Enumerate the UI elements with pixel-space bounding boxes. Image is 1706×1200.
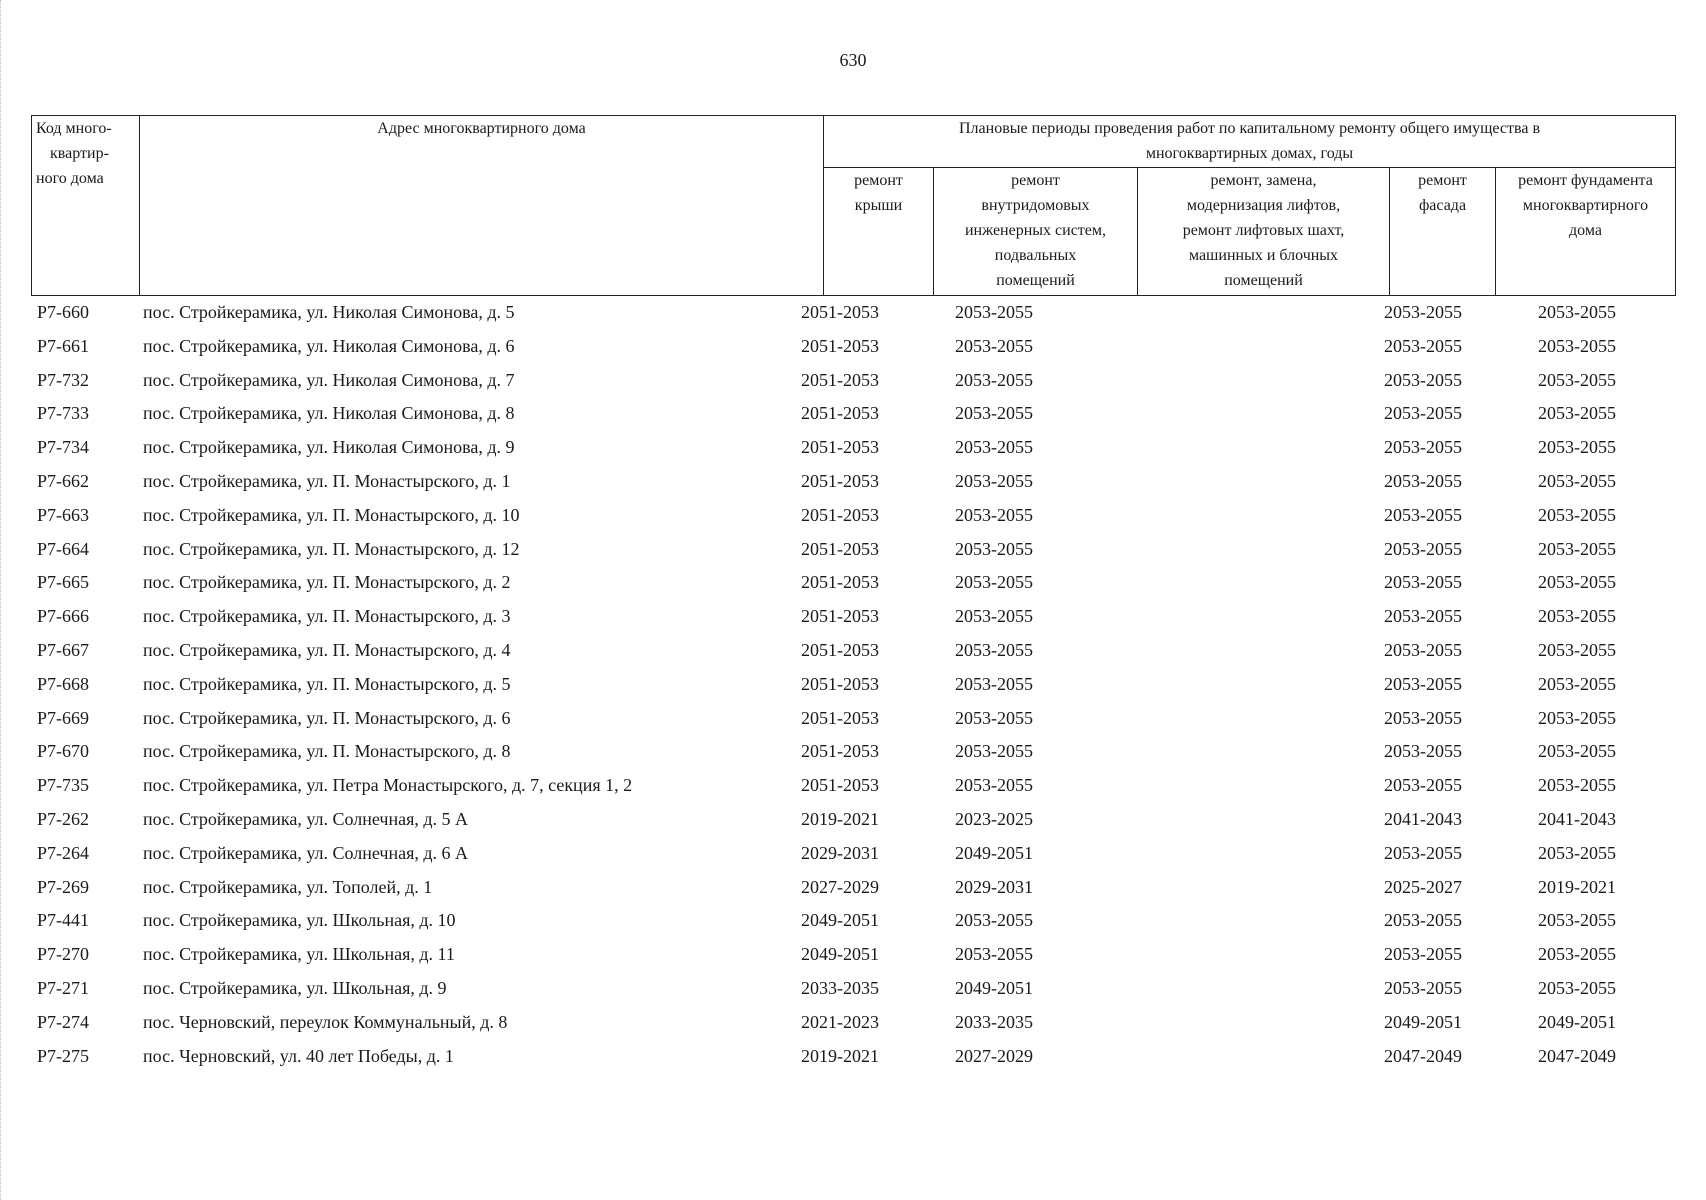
cell-engineering: 2029-2031 — [955, 876, 1033, 897]
cell-code: Р7-668 — [37, 673, 90, 694]
cell-facade: 2049-2051 — [1384, 1011, 1462, 1032]
cell-roof: 2051-2053 — [801, 775, 879, 796]
header-address: Адрес многоквартирного дома — [140, 116, 824, 296]
cell-code: Р7-264 — [37, 842, 90, 863]
cell-facade: 2053-2055 — [1384, 775, 1462, 796]
header-facade: ремонт фасада — [1390, 168, 1496, 296]
cell-foundation: 2053-2055 — [1538, 910, 1616, 931]
cell-roof: 2033-2035 — [801, 977, 879, 998]
cell-engineering: 2049-2051 — [955, 977, 1033, 998]
cell-address: пос. Стройкерамика, ул. П. Монастырского, д. 8 — [143, 741, 511, 762]
cell-facade: 2053-2055 — [1384, 504, 1462, 525]
cell-code: Р7-670 — [37, 741, 90, 762]
cell-foundation: 2053-2055 — [1538, 606, 1616, 627]
cell-address: пос. Стройкерамика, ул. Петра Монастырского, д. 7, секция 1, 2 — [143, 775, 633, 796]
cell-code: Р7-664 — [37, 538, 90, 559]
cell-address: пос. Стройкерамика, ул. П. Монастырского, д. 2 — [143, 572, 511, 593]
table-row — [31, 567, 1676, 601]
cell-foundation: 2053-2055 — [1538, 437, 1616, 458]
header-engineering: ремонт внутридомовых инженерных систем, подвальных помещений — [934, 168, 1138, 296]
table-row — [31, 838, 1676, 872]
cell-address: пос. Стройкерамика, ул. Солнечная, д. 5 А — [143, 808, 469, 829]
cell-engineering: 2053-2055 — [955, 504, 1033, 525]
cell-address: пос. Стройкерамика, ул. П. Монастырского, д. 12 — [143, 538, 520, 559]
cell-foundation: 2053-2055 — [1538, 403, 1616, 424]
cell-engineering: 2027-2029 — [955, 1045, 1033, 1066]
cell-roof: 2051-2053 — [801, 504, 879, 525]
cell-facade: 2053-2055 — [1384, 741, 1462, 762]
cell-facade: 2047-2049 — [1384, 1045, 1462, 1066]
cell-facade: 2053-2055 — [1384, 910, 1462, 931]
cell-foundation: 2053-2055 — [1538, 673, 1616, 694]
cell-address: пос. Стройкерамика, ул. Школьная, д. 10 — [143, 910, 456, 931]
cell-address: пос. Стройкерамика, ул. П. Монастырского, д. 4 — [143, 639, 511, 660]
cell-engineering: 2053-2055 — [955, 470, 1033, 491]
cell-facade: 2053-2055 — [1384, 335, 1462, 356]
cell-facade: 2025-2027 — [1384, 876, 1462, 897]
cell-roof: 2051-2053 — [801, 606, 879, 627]
cell-facade: 2053-2055 — [1384, 707, 1462, 728]
cell-roof: 2019-2021 — [801, 808, 879, 829]
cell-code: Р7-274 — [37, 1011, 90, 1032]
cell-engineering: 2023-2025 — [955, 808, 1033, 829]
cell-engineering: 2033-2035 — [955, 1011, 1033, 1032]
cell-code: Р7-666 — [37, 606, 90, 627]
header-periods: Плановые периоды проведения работ по капитальному ремонту общего имущества в многоквартирных домах, годы — [824, 116, 1676, 168]
cell-code: Р7-669 — [37, 707, 90, 728]
cell-address: пос. Черновский, ул. 40 лет Победы, д. 1 — [143, 1045, 454, 1066]
cell-engineering: 2053-2055 — [955, 944, 1033, 965]
table-row — [31, 331, 1676, 365]
cell-foundation: 2053-2055 — [1538, 842, 1616, 863]
scan-margin — [0, 0, 4, 1200]
cell-address: пос. Стройкерамика, ул. Николая Симонова, д. 7 — [143, 369, 515, 390]
table-row — [31, 432, 1676, 466]
cell-roof: 2051-2053 — [801, 572, 879, 593]
header-roof: ремонт крыши — [824, 168, 934, 296]
table-row — [31, 905, 1676, 939]
cell-code: Р7-663 — [37, 504, 90, 525]
table-row — [31, 804, 1676, 838]
table-row — [31, 1041, 1676, 1075]
cell-address: пос. Стройкерамика, ул. Школьная, д. 9 — [143, 977, 447, 998]
table-row — [31, 297, 1676, 331]
cell-roof: 2049-2051 — [801, 944, 879, 965]
cell-address: пос. Стройкерамика, ул. П. Монастырского, д. 10 — [143, 504, 520, 525]
cell-facade: 2053-2055 — [1384, 403, 1462, 424]
table-row — [31, 1007, 1676, 1041]
cell-roof: 2051-2053 — [801, 639, 879, 660]
cell-foundation: 2049-2051 — [1538, 1011, 1616, 1032]
cell-address: пос. Стройкерамика, ул. П. Монастырского, д. 5 — [143, 673, 511, 694]
cell-roof: 2051-2053 — [801, 302, 879, 322]
cell-address: пос. Стройкерамика, ул. Николая Симонова, д. 9 — [143, 437, 515, 458]
cell-roof: 2051-2053 — [801, 470, 879, 491]
cell-roof: 2051-2053 — [801, 673, 879, 694]
cell-engineering: 2053-2055 — [955, 335, 1033, 356]
cell-foundation: 2053-2055 — [1538, 775, 1616, 796]
cell-code: Р7-262 — [37, 808, 90, 829]
cell-foundation: 2053-2055 — [1538, 572, 1616, 593]
cell-engineering: 2053-2055 — [955, 741, 1033, 762]
cell-address: пос. Стройкерамика, ул. Школьная, д. 11 — [143, 944, 455, 965]
cell-engineering: 2053-2055 — [955, 639, 1033, 660]
table-row — [31, 736, 1676, 770]
cell-address: пос. Стройкерамика, ул. П. Монастырского, д. 3 — [143, 606, 511, 627]
cell-foundation: 2053-2055 — [1538, 707, 1616, 728]
cell-code: Р7-735 — [37, 775, 90, 796]
cell-address: пос. Стройкерамика, ул. Николая Симонова, д. 6 — [143, 335, 515, 356]
cell-address: пос. Стройкерамика, ул. Николая Симонова, д. 8 — [143, 403, 515, 424]
header-code: Код много- квартир- ного дома — [32, 116, 140, 296]
cell-foundation: 2053-2055 — [1538, 369, 1616, 390]
cell-engineering: 2053-2055 — [955, 302, 1033, 322]
cell-roof: 2051-2053 — [801, 538, 879, 559]
cell-roof: 2051-2053 — [801, 741, 879, 762]
table-header — [31, 115, 1676, 296]
cell-roof: 2051-2053 — [801, 403, 879, 424]
cell-code: Р7-662 — [37, 470, 90, 491]
cell-facade: 2053-2055 — [1384, 639, 1462, 660]
cell-roof: 2051-2053 — [801, 707, 879, 728]
cell-code: Р7-732 — [37, 369, 90, 390]
cell-engineering: 2053-2055 — [955, 673, 1033, 694]
cell-facade: 2053-2055 — [1384, 572, 1462, 593]
table-row — [31, 601, 1676, 635]
cell-code: Р7-271 — [37, 977, 90, 998]
table-row — [31, 872, 1676, 906]
cell-engineering: 2053-2055 — [955, 606, 1033, 627]
cell-roof: 2051-2053 — [801, 369, 879, 390]
cell-foundation: 2053-2055 — [1538, 504, 1616, 525]
table-row — [31, 466, 1676, 500]
cell-engineering: 2053-2055 — [955, 437, 1033, 458]
cell-address: пос. Стройкерамика, ул. П. Монастырского, д. 1 — [143, 470, 511, 491]
table-row — [31, 973, 1676, 1007]
cell-foundation: 2053-2055 — [1538, 470, 1616, 491]
cell-facade: 2041-2043 — [1384, 808, 1462, 829]
cell-roof: 2051-2053 — [801, 437, 879, 458]
cell-facade: 2053-2055 — [1384, 977, 1462, 998]
cell-facade: 2053-2055 — [1384, 369, 1462, 390]
table-row — [31, 669, 1676, 703]
cell-code: Р7-734 — [37, 437, 90, 458]
cell-code: Р7-733 — [37, 403, 90, 424]
cell-foundation: 2053-2055 — [1538, 977, 1616, 998]
cell-engineering: 2053-2055 — [955, 538, 1033, 559]
cell-facade: 2053-2055 — [1384, 538, 1462, 559]
cell-engineering: 2053-2055 — [955, 369, 1033, 390]
header-lifts: ремонт, замена, модернизация лифтов, ремонт лифтовых шахт, машинных и блочных помещений — [1138, 168, 1390, 296]
cell-code: Р7-665 — [37, 572, 90, 593]
cell-address: пос. Черновский, переулок Коммунальный, д. 8 — [143, 1011, 508, 1032]
table-row — [31, 365, 1676, 399]
cell-facade: 2053-2055 — [1384, 842, 1462, 863]
cell-facade: 2053-2055 — [1384, 673, 1462, 694]
cell-address: пос. Стройкерамика, ул. П. Монастырского, д. 6 — [143, 707, 511, 728]
table-row — [31, 635, 1676, 669]
cell-foundation: 2053-2055 — [1538, 302, 1616, 322]
cell-code: Р7-667 — [37, 639, 90, 660]
cell-foundation: 2047-2049 — [1538, 1045, 1616, 1066]
cell-code: Р7-269 — [37, 876, 90, 897]
cell-code: Р7-275 — [37, 1045, 90, 1066]
cell-facade: 2053-2055 — [1384, 606, 1462, 627]
cell-code: Р7-661 — [37, 335, 90, 356]
cell-facade: 2053-2055 — [1384, 470, 1462, 491]
header-foundation: ремонт фундамента многоквартирного дома — [1496, 168, 1676, 296]
cell-foundation: 2019-2021 — [1538, 876, 1616, 897]
table-row — [31, 534, 1676, 568]
cell-roof: 2027-2029 — [801, 876, 879, 897]
cell-foundation: 2053-2055 — [1538, 741, 1616, 762]
cell-code: Р7-660 — [37, 302, 90, 322]
cell-roof: 2019-2021 — [801, 1045, 879, 1066]
cell-engineering: 2053-2055 — [955, 910, 1033, 931]
table-row — [31, 398, 1676, 432]
cell-roof: 2051-2053 — [801, 335, 879, 356]
cell-engineering: 2053-2055 — [955, 572, 1033, 593]
table-row — [31, 939, 1676, 973]
cell-address: пос. Стройкерамика, ул. Николая Симонова, д. 5 — [143, 302, 515, 322]
cell-engineering: 2053-2055 — [955, 775, 1033, 796]
cell-roof: 2049-2051 — [801, 910, 879, 931]
table-body — [31, 297, 1676, 1074]
cell-facade: 2053-2055 — [1384, 944, 1462, 965]
cell-foundation: 2041-2043 — [1538, 808, 1616, 829]
cell-engineering: 2049-2051 — [955, 842, 1033, 863]
cell-code: Р7-441 — [37, 910, 90, 931]
cell-address: пос. Стройкерамика, ул. Солнечная, д. 6 А — [143, 842, 469, 863]
cell-engineering: 2053-2055 — [955, 707, 1033, 728]
cell-facade: 2053-2055 — [1384, 302, 1462, 322]
table-row — [31, 703, 1676, 737]
cell-address: пос. Стройкерамика, ул. Тополей, д. 1 — [143, 876, 433, 897]
cell-facade: 2053-2055 — [1384, 437, 1462, 458]
cell-foundation: 2053-2055 — [1538, 944, 1616, 965]
cell-roof: 2029-2031 — [801, 842, 879, 863]
table-row — [31, 500, 1676, 534]
cell-foundation: 2053-2055 — [1538, 538, 1616, 559]
cell-engineering: 2053-2055 — [955, 403, 1033, 424]
cell-foundation: 2053-2055 — [1538, 335, 1616, 356]
page-number: 630 — [839, 50, 867, 70]
table-row — [31, 770, 1676, 804]
cell-foundation: 2053-2055 — [1538, 639, 1616, 660]
cell-roof: 2021-2023 — [801, 1011, 879, 1032]
cell-code: Р7-270 — [37, 944, 90, 965]
